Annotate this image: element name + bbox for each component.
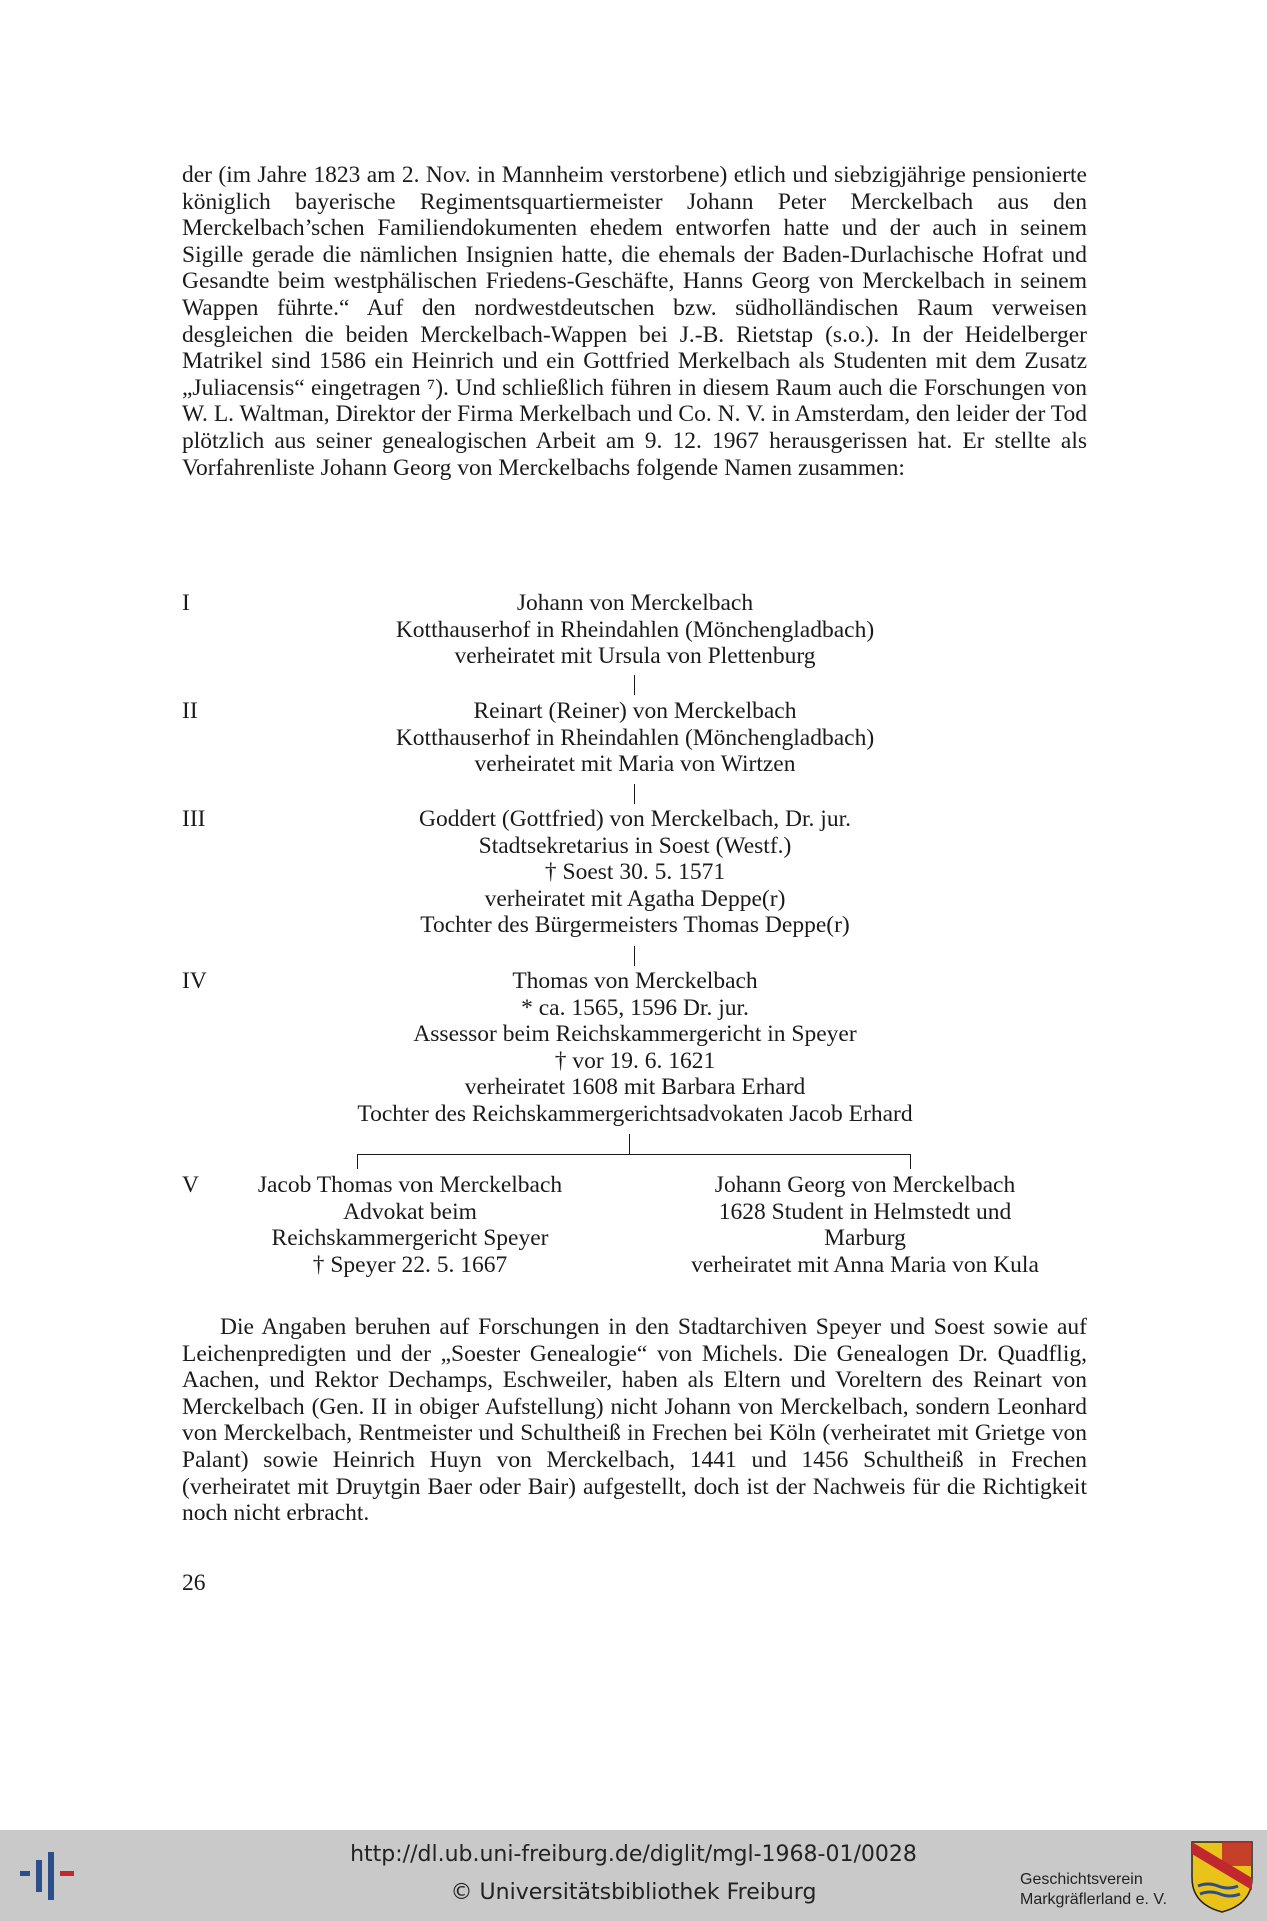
gen-line: Marburg — [824, 1225, 906, 1252]
gen-line: verheiratet mit Anna Maria von Kula — [691, 1251, 1039, 1278]
generation-block — [240, 698, 1030, 778]
gen-line: Johann von Merckelbach — [516, 590, 754, 616]
generation-block-left — [220, 1172, 600, 1278]
society-line: Markgräflerland e. V. — [1020, 1891, 1168, 1908]
generation-number: V — [182, 1172, 199, 1198]
society-name — [1020, 1870, 1167, 1910]
tree-connector — [357, 1154, 358, 1169]
gen-line: Johann Georg von Merckelbach — [714, 1172, 1016, 1198]
generation-number: I — [182, 590, 190, 616]
tree-connector — [634, 946, 635, 966]
gen-line: Tochter des Reichskammergerichtsadvokaten Jacob Erhard — [357, 1100, 913, 1127]
gen-line: Assessor beim Reichskammergericht in Speyer — [413, 1021, 857, 1048]
footer-copyright: © Universitätsbibliothek Freiburg — [450, 1880, 817, 1905]
gen-line: verheiratet 1608 mit Barbara Erhard — [464, 1074, 806, 1101]
tree-connector — [910, 1154, 911, 1169]
gen-line: Goddert (Gottfried) von Merckelbach, Dr. jur. — [418, 806, 851, 832]
coat-of-arms-icon — [1188, 1838, 1256, 1914]
gen-line: Advokat beim — [343, 1198, 477, 1225]
generation-block-right — [640, 1172, 1090, 1278]
gen-line: Stadtsekretarius in Soest (Westf.) — [478, 832, 792, 859]
generation-block — [240, 806, 1030, 939]
gen-line: Kotthauserhof in Rheindahlen (Mönchengladbach) — [395, 616, 875, 643]
society-line: Geschichtsverein — [1020, 1871, 1143, 1888]
intro-paragraph — [182, 162, 1087, 481]
footer-url[interactable]: http://dl.ub.uni-freiburg.de/diglit/mgl-1968-01/0028 — [350, 1842, 917, 1867]
tree-connector — [629, 1134, 630, 1154]
footer-bar — [0, 1830, 1267, 1921]
tree-connector — [634, 784, 635, 804]
gen-line: verheiratet mit Ursula von Plettenburg — [454, 643, 816, 670]
gen-line: † Speyer 22. 5. 1667 — [312, 1251, 508, 1278]
generation-number: III — [182, 806, 206, 832]
generation-number: II — [182, 698, 198, 724]
gen-line: † vor 19. 6. 1621 — [554, 1047, 716, 1074]
gen-line: Tochter des Bürgermeisters Thomas Deppe(r) — [420, 912, 850, 939]
page-number: 26 — [182, 1570, 206, 1596]
generation-block — [240, 590, 1030, 670]
generation-number: IV — [182, 968, 207, 994]
closing-paragraph — [182, 1314, 1087, 1527]
tree-connector — [634, 675, 635, 695]
gen-line: † Soest 30. 5. 1571 — [544, 859, 726, 886]
intro-text: der (im Jahre 1823 am 2. Nov. in Mannheim verstorbene) etlich und siebzigjährige pensionierte königlich bayerische Regimentsquartiermeister Johann Peter Merckelbach aus den Merckelbach’schen Familiendokumenten ehedem entworfen hatte und der auch in seinem Sigille gerade die nämlichen Insignien hatte, die ehemals der Baden-Durlachische Hofrat und Gesandte beim westphälischen Friedens-Geschäfte, Hanns Georg von Merckelbach in seinem Wappen führte.“ Auf den nordwestdeutschen bzw. südholländischen Raum verweisen desgleichen die beiden Merckelbach-Wappen bei J.-B. Rietstap (s.o.). In der Heidelberger Matrikel sind 1586 ein Heinrich und ein Gottfried Merkelbach als Studenten mit dem Zusatz „Juliacensis“ eingetragen ⁷). Und schließlich führen in diesem Raum auch die Forschungen von W. L. Waltman, Direktor der Firma Merkelbach und Co. N. V. in Amsterdam, den leider der Tod plötzlich aus seiner genealogischen Arbeit am 9. 12. 1967 herausgerissen hat. Er stellte als Vorfahrenliste Johann Georg von Merckelbachs folgende Namen zusammen: — [182, 162, 1087, 481]
gen-line: Kotthauserhof in Rheindahlen (Mönchengladbach) — [395, 724, 875, 751]
tree-branch-line — [357, 1154, 911, 1155]
closing-text: Die Angaben beruhen auf Forschungen in den Stadtarchiven Speyer und Soest sowie auf Leichenpredigten und der „Soester Genealogie“ von Michels. Die Genealogen Dr. Quadflig, Aachen, und Rektor Dechamps, Eschweiler, haben als Eltern und Voreltern des Reinart von Merckelbach (Gen. II in obiger Aufstellung) nicht Johann von Merckelbach, sondern Leonhard von Merckelbach, Rentmeister und Schultheiß in Frechen bei Köln (verheiratet mit Grietge von Palant) sowie Heinrich Huyn von Merckelbach, 1441 und 1456 Schultheiß in Frechen (verheiratet mit Druytgin Baer oder Bair) aufgestellt, doch ist der Nachweis für die Richtigkeit noch nicht erbracht. — [182, 1314, 1087, 1527]
gen-line: * ca. 1565, 1596 Dr. jur. — [521, 994, 749, 1021]
gen-line: 1628 Student in Helmstedt und — [718, 1198, 1012, 1225]
gen-line: Reinart (Reiner) von Merckelbach — [473, 698, 797, 724]
gen-line: Thomas von Merckelbach — [512, 968, 758, 994]
gen-line: verheiratet mit Agatha Deppe(r) — [484, 885, 786, 912]
gen-line: Jacob Thomas von Merckelbach — [257, 1172, 563, 1198]
gen-line: verheiratet mit Maria von Wirtzen — [474, 751, 796, 778]
gen-line: Reichskammergericht Speyer — [271, 1225, 549, 1252]
generation-block — [240, 968, 1030, 1128]
